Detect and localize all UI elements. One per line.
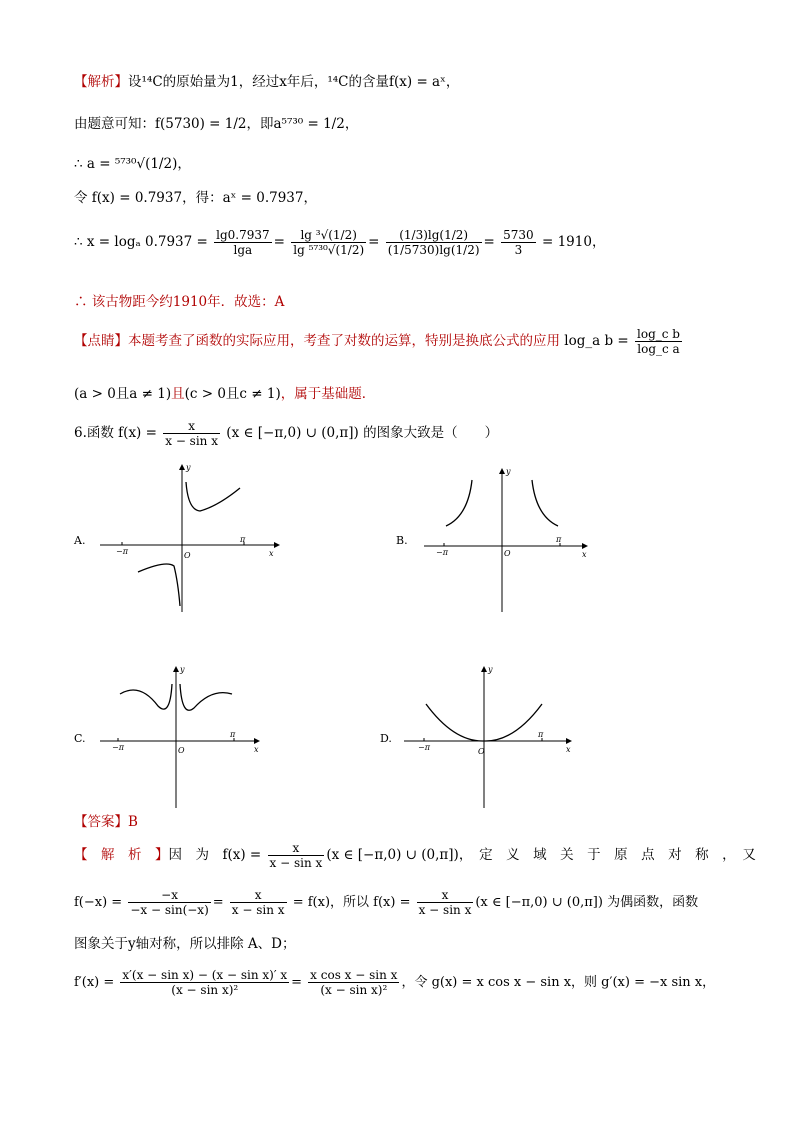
fraction-denominator: x − sin x [269, 856, 323, 870]
analysis-line-6 [74, 292, 754, 312]
answer-value: B [128, 814, 138, 830]
y-axis-label: y [488, 665, 493, 674]
fraction-denominator: x − sin x [231, 903, 285, 917]
fraction-denominator: x − sin x [165, 434, 218, 448]
question-number: 6. [74, 425, 87, 441]
analysis-line-3 [74, 154, 754, 174]
analysis2-text-2b: = f(x)，所以 f(x) = [292, 895, 415, 910]
x-axis-label: x [566, 745, 571, 754]
answer-tag: 【答案】 [74, 814, 128, 830]
analysis2-fraction-2b [230, 888, 287, 917]
comment-text: 本题考查了函数的实际应用，考查了对数的运算，特别是换底公式的应用 [128, 333, 560, 349]
x-axis-label: x [254, 745, 259, 754]
change-of-base-formula [564, 327, 684, 356]
tick-neg-pi: −π [418, 743, 430, 752]
analysis-text-1: 设¹⁴C的原始量为1，经过x年后，¹⁴C的含量f(x) = aˣ， [128, 74, 460, 90]
fraction-numerator: x′(x − sin x) − (x − sin x)′ x [122, 968, 288, 982]
graph-option-b [420, 466, 592, 614]
analysis-tag: 【解析】 [74, 74, 128, 90]
comment-line-2 [74, 384, 754, 404]
analysis-line-4 [74, 188, 754, 208]
graph-option-d [400, 664, 580, 810]
fraction-numerator: x [417, 888, 474, 903]
fraction-numerator: x [163, 419, 220, 434]
fraction-numerator: lg0.7937 [216, 228, 270, 242]
analysis2-text-4b: ，令 g(x) = x cos x − sin x，则 g′(x) = −x sin x， [401, 975, 716, 990]
option-d-label: D. [380, 732, 392, 745]
fraction-numerator: x cos x − sin x [310, 968, 398, 982]
tick-neg-pi: −π [436, 548, 448, 557]
analysis-text-3: ∴ a = ⁵⁷³⁰√(1/2)， [74, 156, 191, 172]
x-axis-label: x [269, 549, 274, 558]
analysis2-fraction-1 [268, 841, 325, 870]
analysis-line-2 [74, 114, 754, 134]
tick-pi: π [556, 535, 562, 544]
condition-joiner: 且 [171, 386, 185, 402]
log-expression: ∴ x = logₐ 0.7937 = [74, 234, 213, 250]
condition-a: (a > 0且a ≠ 1) [74, 386, 172, 402]
fraction-numerator: 5730 [503, 228, 534, 242]
fraction-root [291, 228, 366, 257]
fraction-denominator: x − sin x [418, 903, 472, 917]
fraction-denominator: lga [233, 243, 253, 257]
question-fraction [163, 419, 220, 448]
analysis2-line-1 [74, 840, 754, 870]
question-domain: (x ∈ [−π,0) ∪ (0,π]) [226, 425, 359, 441]
fraction-numerator: lg ³√(1/2) [291, 228, 366, 243]
answer-line [74, 812, 754, 832]
tick-neg-pi: −π [116, 547, 128, 556]
condition-c: (c > 0且c ≠ 1) [184, 386, 281, 402]
option-c-label: C. [74, 732, 86, 745]
origin-label: O [504, 549, 511, 558]
tick-pi: π [240, 535, 246, 544]
result-value: = 1910， [541, 234, 606, 250]
y-axis-label: y [180, 665, 185, 674]
fraction-numerator: log_c b [637, 327, 680, 341]
fraction-coeff [386, 228, 482, 257]
graph-option-a [96, 462, 286, 614]
fraction-denominator: 3 [514, 243, 523, 257]
option-b-label: B. [396, 534, 408, 547]
origin-label: O [184, 551, 191, 560]
analysis2-fraction-2c [417, 888, 474, 917]
analysis2-text-4a: f′(x) = [74, 975, 119, 990]
analysis2-fraction-2a [128, 888, 210, 917]
analysis2-text-1b: (x ∈ [−π,0) ∪ (0,π])， 定 义 域 关 于 原 点 对 称 ， 又 [326, 847, 756, 863]
option-a-label: A. [74, 534, 86, 547]
fraction-denominator: (x − sin x)² [320, 983, 388, 997]
fraction-numerator: −x [128, 888, 210, 903]
comment-tag: 【点睛】 [74, 333, 128, 349]
fraction-numerator: (1/3)lg(1/2) [386, 228, 482, 243]
formula-lhs: log_a b = [564, 333, 634, 349]
analysis2-text-2a: f(−x) = [74, 895, 127, 910]
comment-end: ，属于基础题． [280, 386, 376, 402]
graph-option-c [96, 664, 268, 810]
question-6 [74, 418, 754, 448]
fraction-denominator: log_c a [637, 342, 680, 356]
fraction-denominator: lg ⁵⁷³⁰√(1/2) [293, 243, 365, 257]
analysis-text-4: 令 f(x) = 0.7937，得：aˣ = 0.7937， [74, 190, 317, 206]
analysis2-fraction-4a [120, 968, 289, 997]
tick-neg-pi: −π [112, 743, 124, 752]
analysis-text-2: 由题意可知：f(5730) = 1/2，即a⁵⁷³⁰ = 1/2， [74, 116, 359, 132]
x-axis-label: x [582, 550, 587, 559]
formula-fraction [635, 327, 682, 356]
tick-pi: π [230, 730, 236, 739]
fraction-numerator: x [268, 841, 325, 856]
fraction-lg [214, 228, 272, 257]
analysis2-line-2: f(−x) = $\frac{-x}{-x - \sin(-x)}$ = $\frac{x}{\text{x − sin x}}$ = f(x)，所以 f(x) = $\frac{x}{\text{x − sin x}}$ (x ∈ [−π,0) ∪ (0,π]) 为偶函数，函数 [74, 888, 699, 917]
fraction-denominator: (x − sin x)² [171, 983, 239, 997]
origin-label: O [178, 746, 185, 755]
analysis2-fraction-4b [308, 968, 399, 997]
analysis-line-1 [74, 72, 754, 92]
analysis2-text-1a: 因 为 f(x) = [168, 847, 266, 863]
fraction-numerator: x [230, 888, 287, 903]
question-text-a: 函数 f(x) = [86, 425, 162, 441]
analysis2-line-3 [74, 934, 754, 954]
analysis2-line-4: f′(x) = $\frac{\text{x′(x − sin x) − (x − sin x)′ x}}{\text{(x − sin x)²}}$ = $\frac{\text{x cos x − sin x}}{\text{(x − sin x)²}}$ ，令 g(x) = x cos x − sin x，则 g′(x) = −x sin x， [74, 968, 716, 997]
analysis2-text-3: 图象关于y轴对称，所以排除 A、D； [74, 936, 296, 952]
fraction-result [501, 228, 536, 257]
fraction-denominator: (1/5730)lg(1/2) [387, 243, 480, 257]
origin-label: O [478, 747, 485, 756]
analysis-line-5: ∴ x = logₐ 0.7937 = $\frac{\lg 0.7937}{\lg a}$ = $\frac{\text{lg ³√(1/2)}}{\text{lg ⁵⁷³⁰√(1/2)}}$ = $\frac{(1/3)\lg(1/2)}{(1/5730)\lg(1/2)}$ = $\frac{5730}{3}$ = 1910， [74, 228, 606, 257]
tick-pi: π [538, 730, 544, 739]
question-text-c: 的图象大致是（ ） [358, 425, 499, 441]
y-axis-label: y [186, 463, 191, 472]
comment-line-1 [74, 326, 754, 356]
fraction-denominator: −x − sin(−x) [130, 903, 209, 917]
analysis2-text-2c: (x ∈ [−π,0) ∪ (0,π]) 为偶函数，函数 [475, 895, 699, 910]
y-axis-label: y [506, 467, 511, 476]
analysis-conclusion: ∴ 该古物距今约1910年．故选：A [74, 294, 285, 310]
analysis2-tag: 【 解 析 】 [74, 847, 169, 863]
